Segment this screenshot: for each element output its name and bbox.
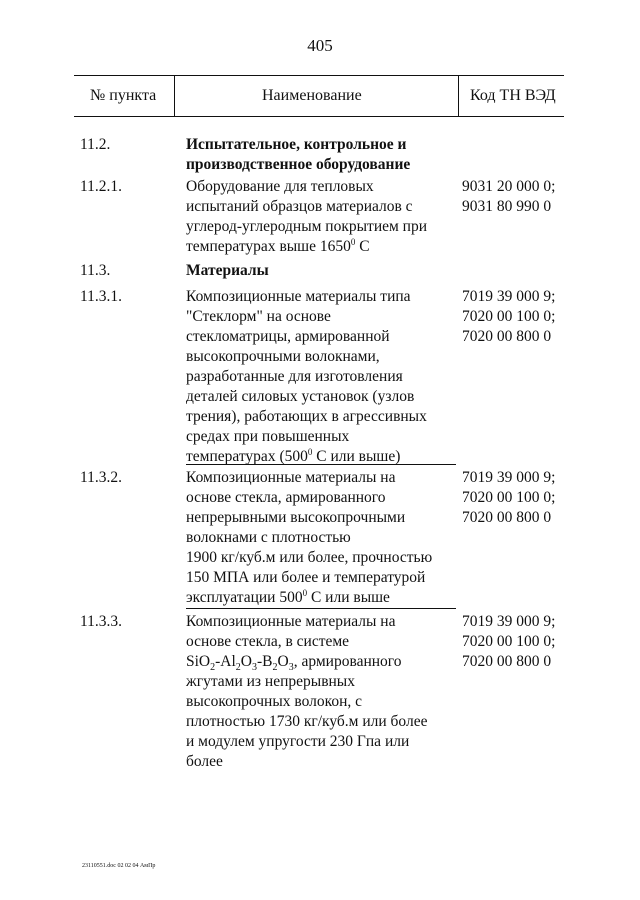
- name-text: -B: [257, 653, 273, 670]
- header-divider: [458, 76, 459, 116]
- row-number: 11.2.: [80, 136, 111, 153]
- code-line: 7020 00 800 0: [462, 328, 552, 345]
- code-line: 9031 20 000 0;: [462, 178, 556, 195]
- footer-file-reference: 23110551.doc 02 02 04 АмПр: [82, 863, 156, 869]
- name-line: средах при повышенных: [186, 428, 350, 445]
- code-line: 7020 00 100 0;: [462, 489, 556, 506]
- name-line: Оборудование для тепловых: [186, 178, 374, 195]
- row-divider: [186, 464, 456, 465]
- name-line: жгутами из непрерывных: [186, 673, 355, 690]
- table-header: [74, 75, 564, 117]
- name-line: разработанные для изготовления: [186, 368, 403, 385]
- name-line: производственное оборудование: [186, 156, 411, 173]
- code-line: 7019 39 000 9;: [462, 469, 556, 486]
- row-name: [186, 135, 456, 175]
- name-line: стекломатрицы, армированной: [186, 328, 390, 345]
- name-line: деталей силовых установок (узлов: [186, 388, 415, 405]
- name-line: основе стекла, в системе: [186, 633, 350, 650]
- name-line: Композиционные материалы типа: [186, 288, 411, 305]
- name-text: С или выше: [307, 589, 390, 606]
- row-number: 11.3.1.: [80, 288, 123, 305]
- name-line: трения), работающих в агрессивных: [186, 408, 427, 425]
- name-text: -Al: [215, 653, 236, 670]
- row-name: [186, 612, 456, 772]
- name-line: испытаний образцов материалов с: [186, 198, 413, 215]
- code-line: 9031 80 990 0: [462, 198, 552, 215]
- name-line: углерод-углеродным покрытием при: [186, 218, 428, 235]
- subscript: 2: [210, 662, 216, 674]
- name-line: [186, 588, 456, 608]
- header-code: Код ТН ВЭД: [470, 87, 556, 104]
- name-line: непрерывными высокопрочными: [186, 509, 406, 526]
- subscript: 2: [272, 662, 278, 674]
- name-text: температурах выше 1650: [186, 238, 351, 255]
- name-text: С или выше): [312, 448, 401, 465]
- subscript: 2: [235, 662, 241, 674]
- name-line: высокопрочными волокнами,: [186, 348, 380, 365]
- document-table: [74, 75, 564, 770]
- row-divider: [186, 608, 456, 609]
- row-name: [186, 261, 456, 281]
- row-number: 11.3.3.: [80, 613, 123, 630]
- row-name: [186, 468, 456, 608]
- name-line: высокопрочных волокон, с: [186, 693, 363, 710]
- row-code: [462, 177, 572, 217]
- header-divider: [174, 76, 175, 116]
- superscript: 0: [307, 446, 313, 457]
- code-line: 7020 00 800 0: [462, 509, 552, 526]
- row-name: [186, 287, 456, 467]
- name-text: эксплуатации 500: [186, 589, 303, 606]
- name-text: O: [277, 653, 289, 670]
- name-text: температурах (500: [186, 448, 308, 465]
- name-text: С: [355, 238, 370, 255]
- code-line: 7020 00 100 0;: [462, 308, 556, 325]
- name-line: 150 МПА или более и температурой: [186, 569, 426, 586]
- code-line: 7020 00 100 0;: [462, 633, 556, 650]
- row-number: 11.3.2.: [80, 469, 123, 486]
- name-line: основе стекла, армированного: [186, 489, 386, 506]
- name-line: 1900 кг/куб.м или более, прочностью: [186, 549, 433, 566]
- row-name: [186, 177, 456, 257]
- row-code: [462, 468, 572, 528]
- code-line: 7020 00 800 0: [462, 653, 552, 670]
- row-number: 11.2.1.: [80, 178, 123, 195]
- row-number: 11.3.: [80, 262, 111, 279]
- name-text: O: [240, 653, 252, 670]
- name-line: плотностью 1730 кг/куб.м или более: [186, 713, 428, 730]
- superscript: 0: [350, 236, 356, 247]
- name-line: [186, 652, 456, 672]
- code-line: 7019 39 000 9;: [462, 288, 556, 305]
- header-number: № пункта: [90, 87, 157, 104]
- name-line: "Стеклорм" на основе: [186, 308, 331, 325]
- code-line: 7019 39 000 9;: [462, 613, 556, 630]
- name-line: Материалы: [186, 262, 269, 279]
- name-line: [186, 237, 456, 257]
- subscript: 3: [288, 662, 294, 674]
- page-number: 405: [307, 36, 333, 55]
- name-line: более: [186, 753, 223, 770]
- name-line: Композиционные материалы на: [186, 613, 396, 630]
- row-code: [462, 287, 572, 347]
- name-line: и модулем упругости 230 Гпа или: [186, 733, 410, 750]
- header-name: Наименование: [262, 87, 362, 104]
- name-line: Композиционные материалы на: [186, 469, 396, 486]
- name-text: , армированного: [293, 653, 402, 670]
- row-code: [462, 612, 572, 672]
- name-line: волокнами с плотностью: [186, 529, 351, 546]
- name-line: Испытательное, контрольное и: [186, 136, 407, 153]
- superscript: 0: [302, 587, 308, 598]
- subscript: 3: [252, 662, 257, 674]
- name-text: SiO: [186, 653, 211, 670]
